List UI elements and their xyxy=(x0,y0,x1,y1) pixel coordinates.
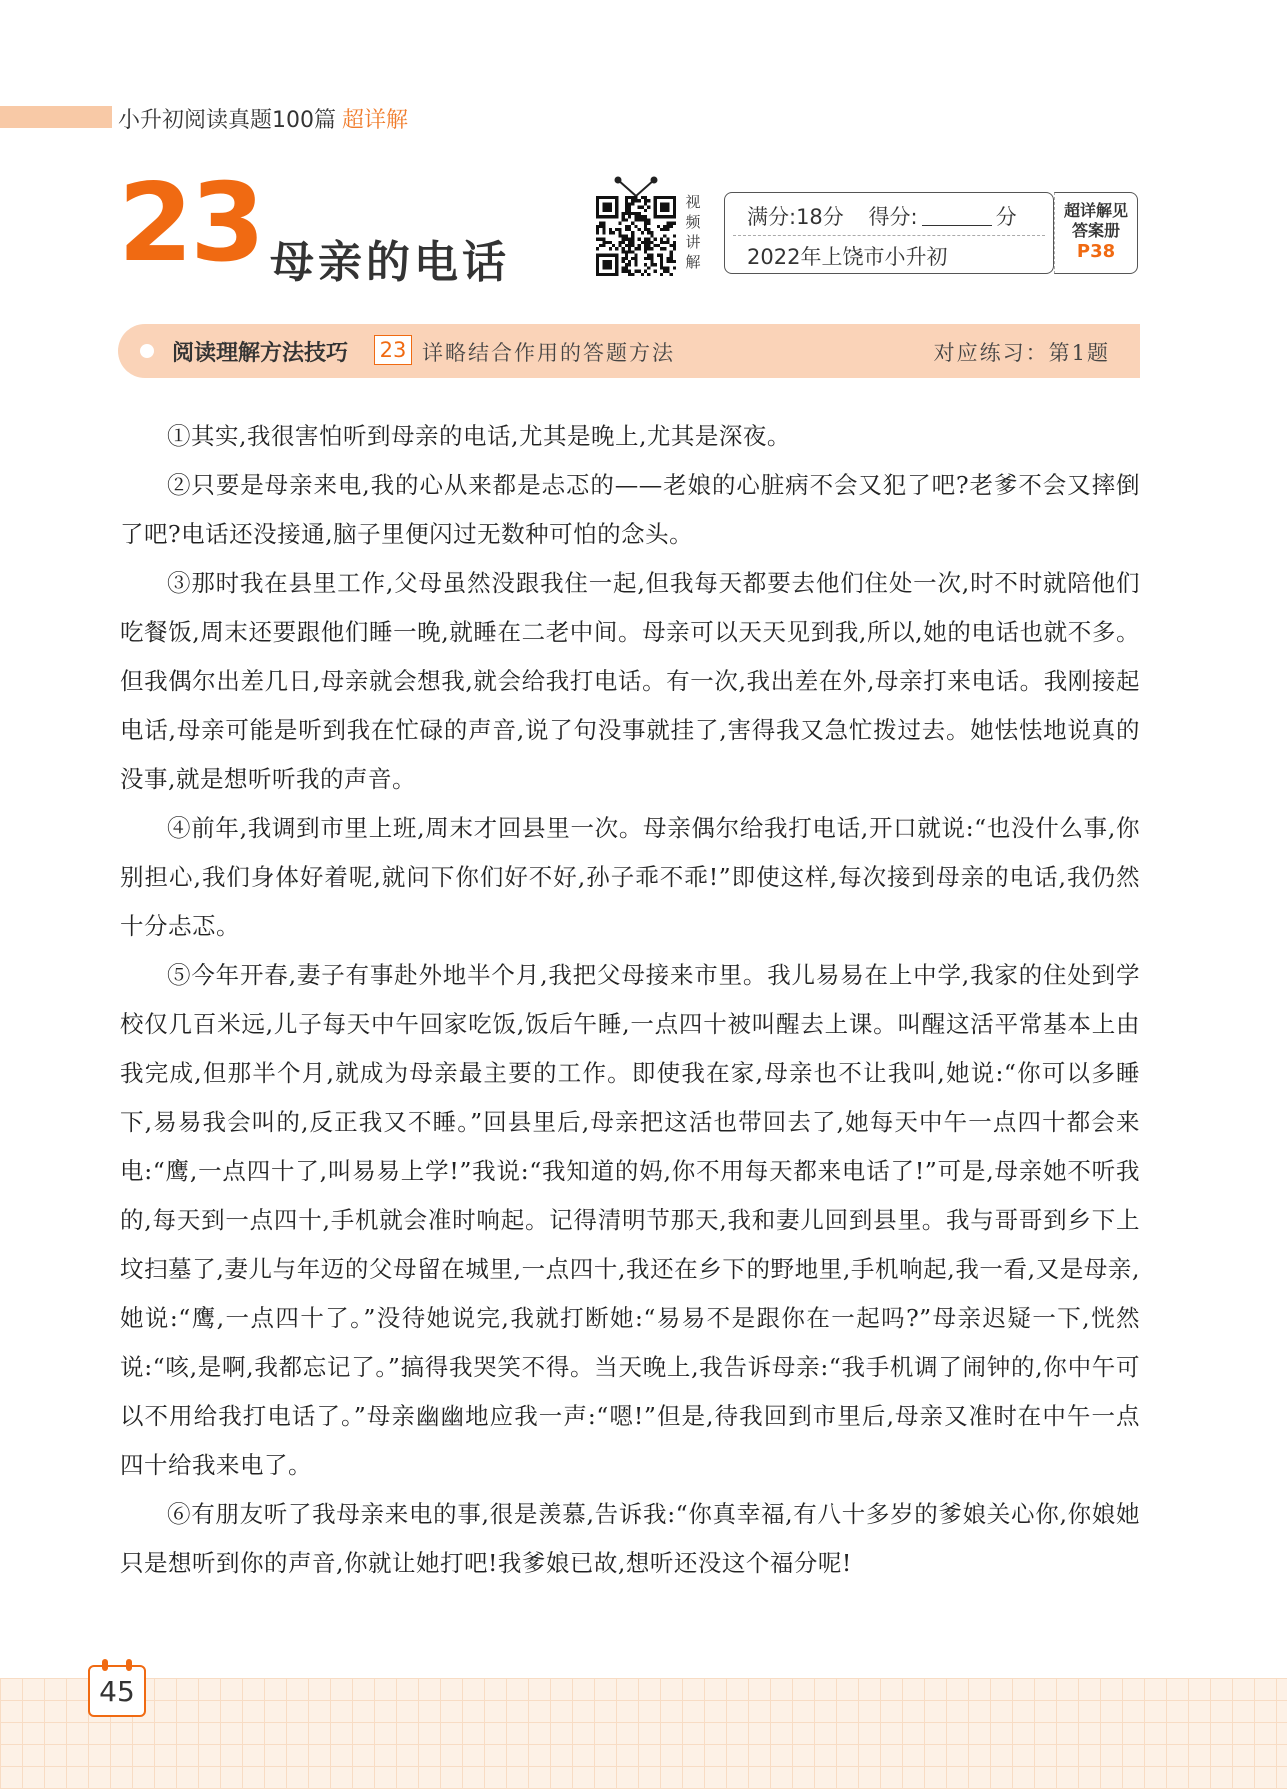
paragraph: ⑤今年开春,妻子有事赴外地半个月,我把父母接来市里。我儿易易在上中学,我家的住处到学校仅几百米远,儿子每天中午回家吃饭,饭后午睡,一点四十被叫醒去上课。叫醒这活平常基本上由我完成,但那半个月,就成为母亲最主要的工作。即使我在家,母亲也不让我叫,她说:“你可以多睡下,易易我会叫的,反正我又不睡。”回县里后,母亲把这活也带回去了,她每天中午一点四十都会来电:“鹰,一点四十了,叫易易上学!”我说:“我知道的妈,你不用每天都来电话了!”可是,母亲她不听我的,每天到一点四十,手机就会准时响起。记得清明节那天,我和妻儿回到县里。我与哥哥到乡下上坟扫墓了,妻儿与年迈的父母留在城里,一点四十,我还在乡下的野地里,手机响起,我一看,又是母亲,她说:“鹰,一点四十了。”没待她说完,我就打断她:“易易不是跟你在一起吗?”母亲迟疑一下,恍然说:“咳,是啊,我都忘记了。”搞得我哭笑不得。当天晚上,我告诉母亲:“我手机调了闹钟的,你中午可以不用给我打电话了。”母亲幽幽地应我一声:“嗯!”但是,待我回到市里后,母亲又准时在中午一点四十给我来电了。 xyxy=(120,961,1140,1479)
score-box xyxy=(724,192,1054,274)
practice-reference: 对应练习：第1题 xyxy=(933,341,1110,365)
paragraph: ①其实,我很害怕听到母亲的电话,尤其是晚上,尤其是深夜。 xyxy=(167,422,791,450)
article-title: 母亲的电话 xyxy=(270,237,510,288)
bullet-icon xyxy=(140,344,154,358)
qr-caption xyxy=(682,192,704,272)
method-topic: 详略结合作用的答题方法 xyxy=(422,341,675,365)
book-title-accent: 超详解 xyxy=(342,108,409,133)
method-banner xyxy=(118,324,1140,378)
score-row xyxy=(747,201,1017,231)
answer-ref-line: 超详解见 xyxy=(1063,201,1128,220)
book-title-main: 小升初阅读真题100篇 xyxy=(118,108,336,133)
answer-ref-line: 答案册 xyxy=(1071,221,1120,240)
answer-ref-page: P38 xyxy=(1076,241,1116,262)
qr-caption-char: 解 xyxy=(685,253,701,271)
calendar-ring xyxy=(102,1659,108,1671)
page-number: 45 xyxy=(99,1675,135,1708)
qr-code-icon[interactable] xyxy=(596,196,676,276)
method-label: 阅读理解方法技巧 xyxy=(172,341,349,366)
article-body xyxy=(120,412,1140,1588)
paragraph: ③那时我在县里工作,父母虽然没跟我住一起,但我每天都要去他们住处一次,时不时就陪他们吃餐饭,周末还要跟他们睡一晚,就睡在二老中间。母亲可以天天见到我,所以,她的电话也就不多。但我偶尔出差几日,母亲就会想我,就会给我打电话。有一次,我出差在外,母亲打来电话。我刚接起电话,母亲可能是听到我在忙碌的声音,说了句没事就挂了,害得我又急忙拨过去。她怯怯地说真的没事,就是想听听我的声音。 xyxy=(120,569,1140,793)
calendar-ring xyxy=(126,1659,132,1671)
tv-antenna-icon xyxy=(608,176,664,198)
divider xyxy=(733,235,1045,236)
qr-code-block[interactable] xyxy=(596,176,676,276)
book-title xyxy=(118,103,408,134)
got-score-label: 得分: xyxy=(868,205,918,229)
article-number: 23 xyxy=(118,161,263,286)
qr-caption-char: 讲 xyxy=(685,233,701,251)
method-number: 23 xyxy=(374,335,412,365)
footer-grid xyxy=(0,1678,1287,1789)
paragraph: ②只要是母亲来电,我的心从来都是忐忑的——老娘的心脏病不会又犯了吧?老爹不会又摔倒了吧?电话还没接通,脑子里便闪过无数种可怕的念头。 xyxy=(120,471,1140,548)
qr-caption-char: 视 xyxy=(685,193,701,211)
qr-caption-char: 频 xyxy=(685,213,701,231)
calendar-page-icon xyxy=(88,1665,146,1717)
paragraph: ⑥有朋友听了我母亲来电的事,很是羡慕,告诉我:“你真幸福,有八十多岁的爹娘关心你,你娘她只是想听到你的声音,你就让她打吧!我爹娘已故,想听还没这个福分呢! xyxy=(120,1500,1140,1577)
score-unit: 分 xyxy=(995,205,1017,229)
header-accent-bar xyxy=(0,106,112,128)
full-score-label: 满分:18分 xyxy=(747,205,844,229)
exam-source: 2022年上饶市小升初 xyxy=(747,245,948,269)
score-blank[interactable] xyxy=(922,207,992,226)
paragraph: ④前年,我调到市里上班,周末才回县里一次。母亲偶尔给我打电话,开口就说:“也没什么事,你别担心,我们身体好着呢,就问下你们好不好,孙子乖不乖!”即使这样,每次接到母亲的电话,我仍然十分忐忑。 xyxy=(120,814,1140,940)
answer-reference xyxy=(1054,192,1138,274)
